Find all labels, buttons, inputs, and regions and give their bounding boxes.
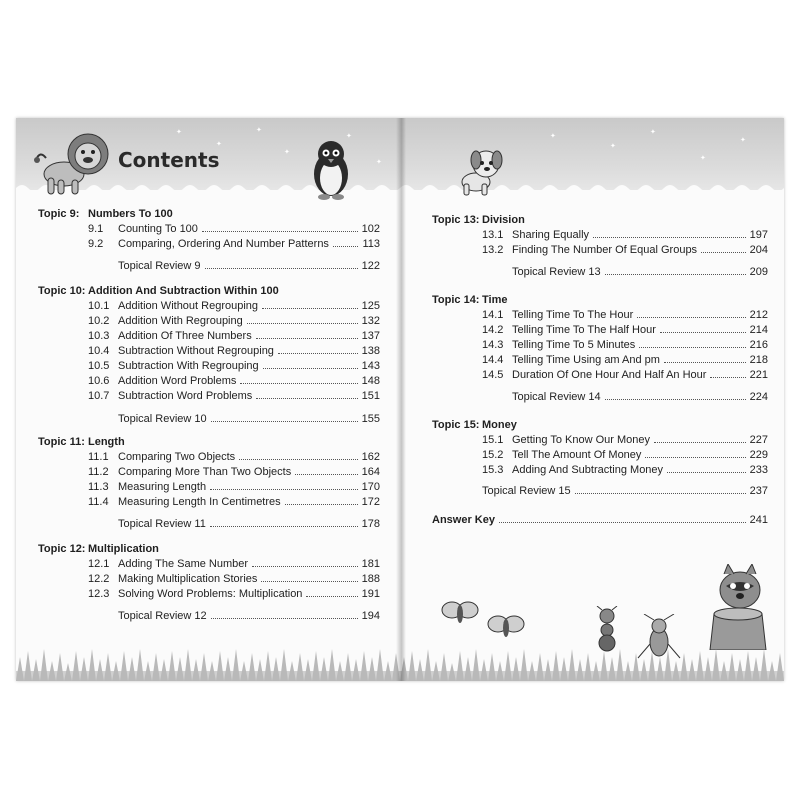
section-title: Comparing More Than Two Objects — [118, 466, 292, 478]
section-title: Telling Time To The Half Hour — [512, 324, 656, 336]
butterfly-icon — [440, 596, 480, 630]
section-number: 11.1 — [88, 451, 109, 463]
puppy-icon — [454, 146, 506, 196]
toc-row[interactable] — [88, 481, 380, 495]
toc-row[interactable] — [482, 354, 768, 368]
topic-heading — [432, 419, 517, 431]
topic-name: Division — [482, 214, 525, 226]
page-number: 122 — [361, 260, 380, 272]
section-number: 10.7 — [88, 390, 110, 402]
page-number: 137 — [361, 330, 380, 342]
section-number: 14.4 — [482, 354, 504, 366]
topic-label: Topic 10: — [38, 285, 86, 297]
topic-label: Topic 9: — [38, 208, 80, 220]
toc-row[interactable] — [88, 238, 380, 252]
section-title: Duration Of One Hour And Half An Hour — [512, 369, 707, 381]
topic-label: Topic 15: — [432, 419, 480, 431]
page-number: 224 — [749, 391, 768, 403]
toc-row[interactable] — [482, 464, 768, 478]
section-number: 15.2 — [482, 449, 504, 461]
section-number: 14.5 — [482, 369, 504, 381]
topic-name: Numbers To 100 — [88, 208, 173, 220]
review-row[interactable] — [512, 391, 768, 405]
toc-row[interactable] — [88, 558, 380, 572]
page-number: 191 — [361, 588, 380, 600]
section-title: Addition Word Problems — [118, 375, 237, 387]
section-number: 9.2 — [88, 238, 104, 250]
section-title: Addition Of Three Numbers — [118, 330, 252, 342]
section-number: 10.2 — [88, 315, 110, 327]
toc-row[interactable] — [88, 330, 380, 344]
page-number: 148 — [361, 375, 380, 387]
toc-row[interactable] — [88, 390, 380, 404]
page-number: 229 — [749, 449, 768, 461]
section-title: Subtraction With Regrouping — [118, 360, 259, 372]
section-number: 14.2 — [482, 324, 504, 336]
toc-row[interactable] — [88, 375, 380, 389]
review-title: Topical Review 15 — [482, 485, 571, 497]
page-number: 241 — [749, 514, 768, 526]
topic-heading — [38, 543, 159, 555]
section-number: 13.2 — [482, 244, 504, 256]
page-number: 221 — [749, 369, 768, 381]
right-page: ✦ ✦ ✦ ✦ ✦ Topic 13: Division 13.1 Sharing Equally 197 13.2 Finding The Number Of Equal Groups 204 Topical Review 13 209 Topic 14: Time 14.1 Telling Time To The Hour 212 14.2 Telling Time To The Half Hour 214 14.3 Telling Time To 5 Minutes 216 14.4 Telling Time Using am And pm 218 14.5 Duration Of One Hour And Half An Hour 221 Topical Review 14 224 Topic 15: Money 15.1 Getting To Know Our Money 227 15.2 Tell The Amount Of Money 229 15.3 Adding And Subtracting Money 233 Topical Review 15 237 Answer Key 241 — [400, 118, 784, 681]
toc-row[interactable] — [88, 451, 380, 465]
topic-label: Topic 12: — [38, 543, 86, 555]
topic-label: Topic 13: — [432, 214, 480, 226]
review-title: Topical Review 12 — [118, 610, 207, 622]
review-title: Topical Review 11 — [118, 518, 206, 530]
section-number: 11.4 — [88, 496, 109, 508]
page-number: 113 — [362, 238, 380, 250]
toc-row[interactable] — [482, 244, 768, 258]
left-page: ✦ ✦ ✦ ✦ ✦ ✦ Contents Topic 9: Numbers To 100 9.1 Counting To 100 102 9.2 Comparing, Ordering And Number Patterns 113 Topical Review 9 122 Topic 10: Addition And Subtraction Within 100 10.1 Addition Without Regrouping 125 10.2 Addition With Regrouping 132 10.3 Addition Of Three Numbers 137 10.4 Subtraction Without Regrouping 138 10.5 Subtraction With Regrouping 143 10.6 Addition Word Problems 148 10.7 Subtraction Word Problems 151 Topical Review 10 155 Topic 11: Length 11.1 Comparing Two Objects 162 11.2 Comparing More Than Two Objects 164 11.3 Measuring Length 170 11.4 Measuring Length In Centimetres 172 Topical Review 11 178 Topic 12: Multiplication 12.1 Adding The Same Number 181 12.2 Making Multiplication Stories 188 12.3 Solving Word Problems: Multiplication 191 Topical Review 12 194 — [16, 118, 400, 681]
review-title: Topical Review 14 — [512, 391, 601, 403]
section-number: 10.3 — [88, 330, 110, 342]
page-number: 181 — [361, 558, 380, 570]
page-number: 170 — [361, 481, 380, 493]
topic-heading — [432, 214, 525, 226]
section-title: Counting To 100 — [118, 223, 198, 235]
page-number: 212 — [749, 309, 768, 321]
section-number: 15.1 — [482, 434, 504, 446]
toc-row[interactable] — [482, 339, 768, 353]
section-number: 10.5 — [88, 360, 110, 372]
page-number: 172 — [361, 496, 380, 508]
page-number: 194 — [361, 610, 380, 622]
section-title: Subtraction Word Problems — [118, 390, 253, 402]
answer-key-title: Answer Key — [432, 514, 495, 526]
page-number: 218 — [749, 354, 768, 366]
grass-icon — [16, 643, 400, 681]
section-number: 14.1 — [482, 309, 504, 321]
section-title: Addition With Regrouping — [118, 315, 243, 327]
section-number: 10.4 — [88, 345, 110, 357]
review-row[interactable] — [118, 260, 380, 274]
toc-row[interactable] — [88, 466, 380, 480]
topic-name: Length — [88, 436, 125, 448]
topic-name: Time — [482, 294, 508, 306]
topic-heading — [38, 208, 173, 220]
section-title: Solving Word Problems: Multiplication — [118, 588, 303, 600]
topic-heading — [38, 436, 125, 448]
page-number: 233 — [749, 464, 768, 476]
toc-row[interactable] — [482, 434, 768, 448]
section-title: Subtraction Without Regrouping — [118, 345, 274, 357]
page-number: 178 — [361, 518, 380, 530]
section-number: 11.3 — [88, 481, 109, 493]
review-row[interactable] — [118, 518, 380, 532]
section-title: Adding The Same Number — [118, 558, 249, 570]
toc-row[interactable] — [482, 229, 768, 243]
toc-row[interactable] — [482, 309, 768, 323]
page-number: 102 — [361, 223, 380, 235]
topic-name: Money — [482, 419, 517, 431]
answer-key-row[interactable] — [432, 514, 768, 528]
section-title: Tell The Amount Of Money — [512, 449, 642, 461]
section-number: 10.6 — [88, 375, 110, 387]
topic-name: Addition And Subtraction Within 100 — [88, 285, 279, 297]
page-number: 214 — [749, 324, 768, 336]
page-number: 188 — [361, 573, 380, 585]
toc-row[interactable] — [88, 573, 380, 587]
toc-row[interactable] — [88, 588, 380, 602]
section-number: 12.3 — [88, 588, 110, 600]
book-gutter — [396, 118, 406, 681]
penguin-icon — [308, 138, 354, 200]
grass-icon — [400, 643, 784, 681]
review-title: Topical Review 10 — [118, 413, 207, 425]
contents-heading: Contents — [118, 148, 220, 172]
section-number: 15.3 — [482, 464, 504, 476]
page-number: 138 — [361, 345, 380, 357]
page-number: 204 — [749, 244, 768, 256]
section-number: 12.1 — [88, 558, 110, 570]
section-title: Sharing Equally — [512, 229, 590, 241]
page-number: 162 — [361, 451, 380, 463]
toc-row[interactable] — [482, 369, 768, 383]
toc-row[interactable] — [88, 345, 380, 359]
toc-row[interactable] — [88, 360, 380, 374]
page-number: 132 — [361, 315, 380, 327]
page-number: 164 — [361, 466, 380, 478]
section-title: Comparing Two Objects — [118, 451, 236, 463]
toc-row[interactable] — [88, 496, 380, 510]
lion-icon — [34, 130, 116, 196]
section-title: Measuring Length In Centimetres — [118, 496, 281, 508]
section-number: 13.1 — [482, 229, 504, 241]
review-row[interactable] — [118, 413, 380, 427]
toc-row[interactable] — [482, 324, 768, 338]
page-number: 125 — [361, 300, 380, 312]
page-number: 143 — [361, 360, 380, 372]
section-title: Measuring Length — [118, 481, 207, 493]
section-title: Getting To Know Our Money — [512, 434, 650, 446]
topic-heading — [38, 285, 279, 297]
topic-heading — [432, 294, 507, 306]
section-title: Addition Without Regrouping — [118, 300, 259, 312]
toc-row[interactable] — [88, 300, 380, 314]
section-title: Telling Time Using am And pm — [512, 354, 660, 366]
toc-row[interactable] — [88, 315, 380, 329]
page-number: 209 — [749, 266, 768, 278]
topic-name: Multiplication — [88, 543, 159, 555]
section-number: 9.1 — [88, 223, 104, 235]
review-title: Topical Review 9 — [118, 260, 201, 272]
page-number: 227 — [749, 434, 768, 446]
section-number: 12.2 — [88, 573, 110, 585]
toc-row[interactable] — [482, 449, 768, 463]
toc-row[interactable] — [88, 223, 380, 237]
page-number: 155 — [361, 413, 380, 425]
page-number: 216 — [749, 339, 768, 351]
butterfly-icon — [486, 610, 526, 644]
section-title: Finding The Number Of Equal Groups — [512, 244, 698, 256]
raccoon-icon — [700, 564, 776, 650]
section-title: Telling Time To 5 Minutes — [512, 339, 636, 351]
section-number: 10.1 — [88, 300, 110, 312]
topic-label: Topic 14: — [432, 294, 480, 306]
section-title: Telling Time To The Hour — [512, 309, 634, 321]
topic-label: Topic 11: — [38, 436, 85, 448]
review-row[interactable] — [512, 266, 768, 280]
review-title: Topical Review 13 — [512, 266, 601, 278]
review-row[interactable] — [482, 485, 768, 499]
page-number: 237 — [749, 485, 768, 497]
section-title: Comparing, Ordering And Number Patterns — [118, 238, 329, 250]
section-title: Making Multiplication Stories — [118, 573, 258, 585]
section-title: Adding And Subtracting Money — [512, 464, 664, 476]
review-row[interactable] — [118, 610, 380, 624]
page-number: 151 — [361, 390, 380, 402]
page-number: 197 — [749, 229, 768, 241]
book-spread — [16, 118, 784, 681]
section-number: 11.2 — [88, 466, 109, 478]
section-number: 14.3 — [482, 339, 504, 351]
